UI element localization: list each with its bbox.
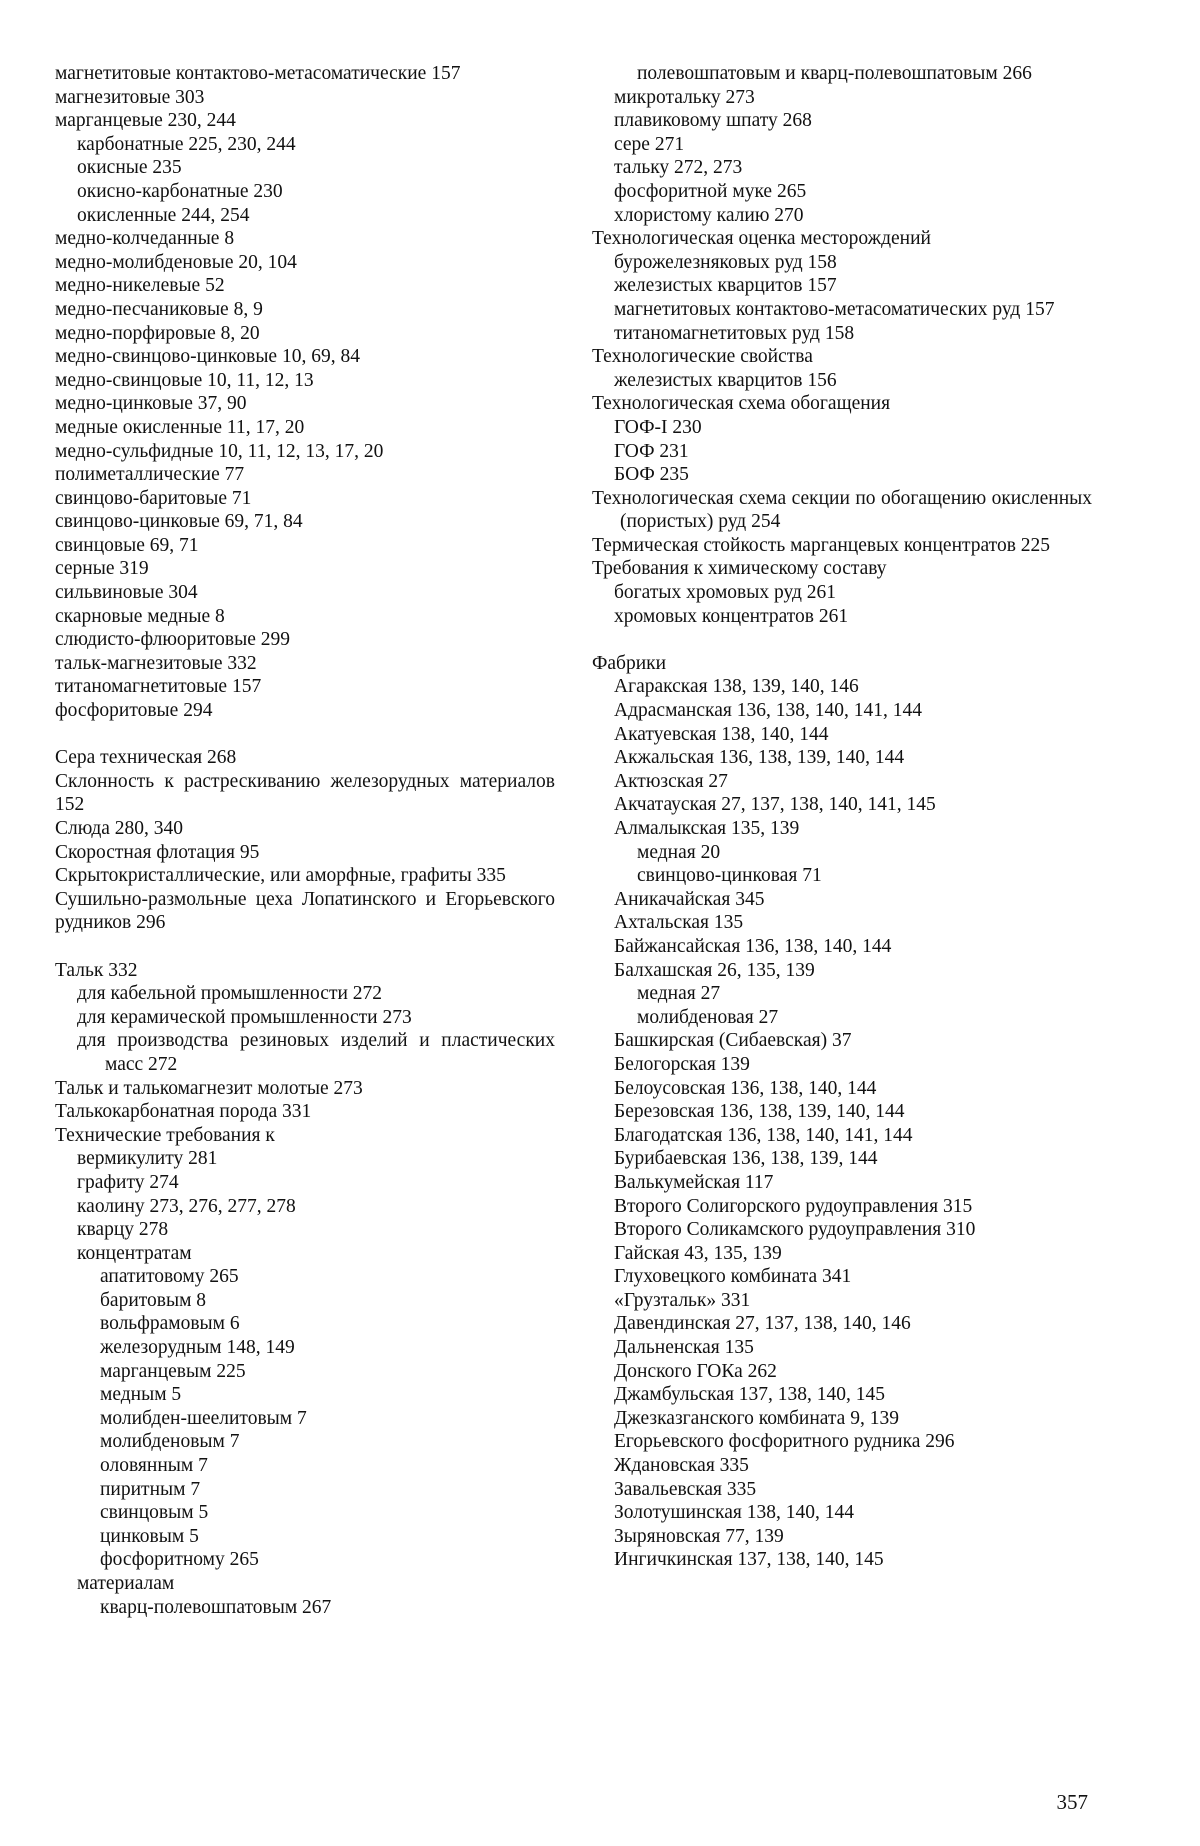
index-entry: фосфоритной муке 265 bbox=[614, 180, 807, 202]
index-entry: медно-молибденовые 20, 104 bbox=[55, 251, 297, 273]
index-entry: окисные 235 bbox=[77, 157, 182, 179]
index-entry: Ингичкинская 137, 138, 140, 145 bbox=[614, 1549, 884, 1571]
index-entry: сильвиновые 304 bbox=[55, 582, 198, 604]
index-entry: материалам bbox=[77, 1573, 175, 1594]
index-section-gap bbox=[55, 935, 555, 959]
index-entry: вермикулиту 281 bbox=[77, 1148, 218, 1170]
index-entry: Белогорская 139 bbox=[614, 1053, 750, 1075]
index-entry: Донского ГОКа 262 bbox=[614, 1360, 777, 1382]
index-entry: тальк-магнезитовые 332 bbox=[55, 652, 257, 674]
index-entry: Акжальская 136, 138, 139, 140, 144 bbox=[614, 747, 905, 769]
index-entry: для кабельной промышленности 272 bbox=[77, 983, 383, 1005]
index-column-left bbox=[55, 62, 555, 1619]
index-entry: пиритным 7 bbox=[100, 1478, 201, 1500]
index-entry: Дальненская 135 bbox=[614, 1337, 754, 1359]
index-entry: фосфоритному 265 bbox=[100, 1549, 259, 1571]
index-entry: Джезказганского комбината 9, 139 bbox=[614, 1407, 899, 1429]
index-entry: микротальку 273 bbox=[614, 86, 755, 108]
index-entry: Термическая стойкость марганцевых концентратов 225 bbox=[592, 534, 1051, 556]
index-entry: молибден-шеелитовым 7 bbox=[100, 1407, 307, 1429]
index-entry: Скоростная флотация 95 bbox=[55, 841, 260, 863]
index-entry: Фабрики bbox=[592, 652, 667, 674]
index-entry: полевошпатовым и кварц-полевошпатовым 266 bbox=[637, 63, 1032, 84]
index-entry: Склонность к растрескиванию железорудных материалов 152 bbox=[55, 770, 555, 816]
index-entry: Березовская 136, 138, 139, 140, 144 bbox=[614, 1101, 905, 1123]
index-entry: Сера техническая 268 bbox=[55, 747, 237, 769]
index-list-left bbox=[55, 62, 555, 1619]
index-entry: магнетитовых контактово-метасоматических руд 157 bbox=[614, 298, 1055, 320]
index-entry: медно-свинцовые 10, 11, 12, 13 bbox=[55, 369, 314, 391]
index-entry: кварцу 278 bbox=[77, 1219, 169, 1241]
index-entry: плавиковому шпату 268 bbox=[614, 110, 812, 132]
index-entry: медные окисленные 11, 17, 20 bbox=[55, 416, 305, 438]
index-entry: Слюда 280, 340 bbox=[55, 818, 184, 839]
index-entry: Технологические свойства bbox=[592, 346, 813, 368]
index-section-gap bbox=[592, 628, 1092, 652]
index-entry: хлористому калию 270 bbox=[614, 204, 804, 226]
index-entry: скарновые медные 8 bbox=[55, 605, 225, 627]
index-entry: Технические требования к bbox=[55, 1124, 275, 1146]
index-entry: баритовым 8 bbox=[100, 1289, 207, 1311]
index-entry: окисно-карбонатные 230 bbox=[77, 180, 283, 202]
index-entry: Второго Соликамского рудоуправления 310 bbox=[614, 1219, 976, 1241]
index-entry: Технологическая схема обогащения bbox=[592, 393, 891, 415]
index-entry: Требования к химическому составу bbox=[592, 558, 887, 580]
index-entry: медно-порфировые 8, 20 bbox=[55, 322, 260, 344]
index-entry: свинцово-баритовые 71 bbox=[55, 487, 252, 509]
index-entry: вольфрамовым 6 bbox=[100, 1313, 240, 1335]
index-entry: Сушильно-размольные цеха Лопатинского и Егорьевского рудников 296 bbox=[55, 888, 555, 934]
index-entry: Валькумейская 117 bbox=[614, 1171, 774, 1193]
index-entry: фосфоритовые 294 bbox=[55, 700, 213, 722]
index-entry: титаномагнетитовые 157 bbox=[55, 676, 262, 698]
index-entry: Скрытокристаллические, или аморфные, графиты 335 bbox=[55, 865, 506, 887]
index-entry: магнетитовые контактово-метасоматические 157 bbox=[55, 63, 461, 84]
index-section-gap bbox=[55, 723, 555, 747]
index-entry: медно-колчеданные 8 bbox=[55, 228, 235, 250]
index-entry: свинцовые 69, 71 bbox=[55, 534, 199, 556]
index-entry: свинцово-цинковые 69, 71, 84 bbox=[55, 511, 303, 533]
index-entry: концентратам bbox=[77, 1242, 192, 1264]
page-number: 357 bbox=[1056, 1790, 1088, 1814]
index-entry: молибденовая 27 bbox=[637, 1006, 779, 1028]
index-entry: медно-цинковые 37, 90 bbox=[55, 393, 247, 415]
index-entry: Зыряновская 77, 139 bbox=[614, 1525, 784, 1547]
index-entry: Талькокарбонатная порода 331 bbox=[55, 1101, 312, 1123]
index-column-right bbox=[592, 62, 1092, 1572]
index-entry: железистых кварцитов 157 bbox=[614, 275, 837, 297]
index-entry: Адрасманская 136, 138, 140, 141, 144 bbox=[614, 700, 922, 722]
index-entry: сере 271 bbox=[614, 133, 685, 155]
index-entry: медно-песчаниковые 8, 9 bbox=[55, 298, 263, 320]
index-entry: магнезитовые 303 bbox=[55, 86, 205, 108]
index-entry: Тальк и талькомагнезит молотые 273 bbox=[55, 1077, 363, 1099]
index-entry: Глуховецкого комбината 341 bbox=[614, 1266, 852, 1288]
index-entry: Тальк 332 bbox=[55, 959, 138, 981]
index-entry: медная 27 bbox=[637, 983, 721, 1005]
index-entry: апатитовому 265 bbox=[100, 1266, 239, 1288]
index-entry: Технологическая схема секции по обогащению окисленных (пористых) руд 254 bbox=[592, 487, 1092, 533]
index-entry: Актюзская 27 bbox=[614, 770, 728, 792]
index-entry: Золотушинская 138, 140, 144 bbox=[614, 1502, 854, 1524]
index-entry: для керамической промышленности 273 bbox=[77, 1006, 412, 1028]
index-entry: Башкирская (Сибаевская) 37 bbox=[614, 1030, 852, 1052]
index-entry: Гайская 43, 135, 139 bbox=[614, 1242, 782, 1264]
index-entry: ГОФ 231 bbox=[614, 440, 689, 462]
index-entry: полиметаллические 77 bbox=[55, 464, 245, 486]
index-entry: бурожелезняковых руд 158 bbox=[614, 251, 837, 273]
index-entry: Балхашская 26, 135, 139 bbox=[614, 959, 815, 981]
index-entry: Давендинская 27, 137, 138, 140, 146 bbox=[614, 1313, 911, 1335]
index-entry: Егорьевского фосфоритного рудника 296 bbox=[614, 1431, 955, 1453]
index-list-right bbox=[592, 62, 1092, 1572]
index-entry: богатых хромовых руд 261 bbox=[614, 582, 837, 604]
index-entry: свинцовым 5 bbox=[100, 1502, 209, 1524]
index-entry: Ждановская 335 bbox=[614, 1455, 749, 1477]
index-entry: Акчатауская 27, 137, 138, 140, 141, 145 bbox=[614, 794, 936, 816]
index-entry: Технологическая оценка месторождений bbox=[592, 228, 931, 250]
index-entry: графиту 274 bbox=[77, 1171, 179, 1193]
index-entry: медная 20 bbox=[637, 841, 721, 863]
index-entry: марганцевые 230, 244 bbox=[55, 110, 236, 132]
index-entry: медно-никелевые 52 bbox=[55, 275, 225, 297]
index-entry: оловянным 7 bbox=[100, 1455, 208, 1477]
index-entry: Байжансайская 136, 138, 140, 144 bbox=[614, 935, 892, 957]
index-entry: Джамбульская 137, 138, 140, 145 bbox=[614, 1384, 886, 1406]
index-entry: Белоусовская 136, 138, 140, 144 bbox=[614, 1077, 877, 1099]
index-entry: Второго Солигорского рудоуправления 315 bbox=[614, 1195, 973, 1217]
index-entry: хромовых концентратов 261 bbox=[614, 605, 849, 627]
index-entry: медно-свинцово-цинковые 10, 69, 84 bbox=[55, 346, 360, 368]
index-entry: окисленные 244, 254 bbox=[77, 204, 250, 226]
index-entry: «Грузтальк» 331 bbox=[614, 1289, 751, 1311]
index-entry: Алмалыкская 135, 139 bbox=[614, 818, 800, 839]
index-entry: тальку 272, 273 bbox=[614, 157, 743, 179]
index-entry: марганцевым 225 bbox=[100, 1360, 246, 1382]
index-entry: кварц-полевошпатовым 267 bbox=[100, 1596, 332, 1618]
index-entry: Акатуевская 138, 140, 144 bbox=[614, 723, 829, 745]
index-entry: медно-сульфидные 10, 11, 12, 13, 17, 20 bbox=[55, 440, 384, 462]
index-entry: каолину 273, 276, 277, 278 bbox=[77, 1195, 296, 1217]
index-entry: карбонатные 225, 230, 244 bbox=[77, 133, 296, 155]
index-entry: Бурибаевская 136, 138, 139, 144 bbox=[614, 1148, 878, 1170]
index-entry: свинцово-цинковая 71 bbox=[637, 865, 822, 887]
index-entry: титаномагнетитовых руд 158 bbox=[614, 322, 855, 344]
index-entry: ГОФ-I 230 bbox=[614, 416, 702, 438]
index-entry: железорудным 148, 149 bbox=[100, 1337, 295, 1359]
index-entry: железистых кварцитов 156 bbox=[614, 369, 837, 391]
index-entry: Агаракская 138, 139, 140, 146 bbox=[614, 676, 859, 698]
index-entry: Благодатская 136, 138, 140, 141, 144 bbox=[614, 1124, 913, 1146]
index-entry: Ахтальская 135 bbox=[614, 912, 744, 934]
index-entry: цинковым 5 bbox=[100, 1525, 199, 1547]
index-entry: Завальевская 335 bbox=[614, 1478, 757, 1500]
index-entry: Аникачайская 345 bbox=[614, 888, 765, 910]
index-entry: серные 319 bbox=[55, 558, 149, 580]
index-entry: БОФ 235 bbox=[614, 464, 689, 486]
index-entry: для производства резиновых изделий и пластических масс 272 bbox=[77, 1030, 555, 1075]
index-entry: молибденовым 7 bbox=[100, 1431, 240, 1453]
index-entry: медным 5 bbox=[100, 1384, 182, 1406]
index-entry: слюдисто-флюоритовые 299 bbox=[55, 629, 290, 651]
